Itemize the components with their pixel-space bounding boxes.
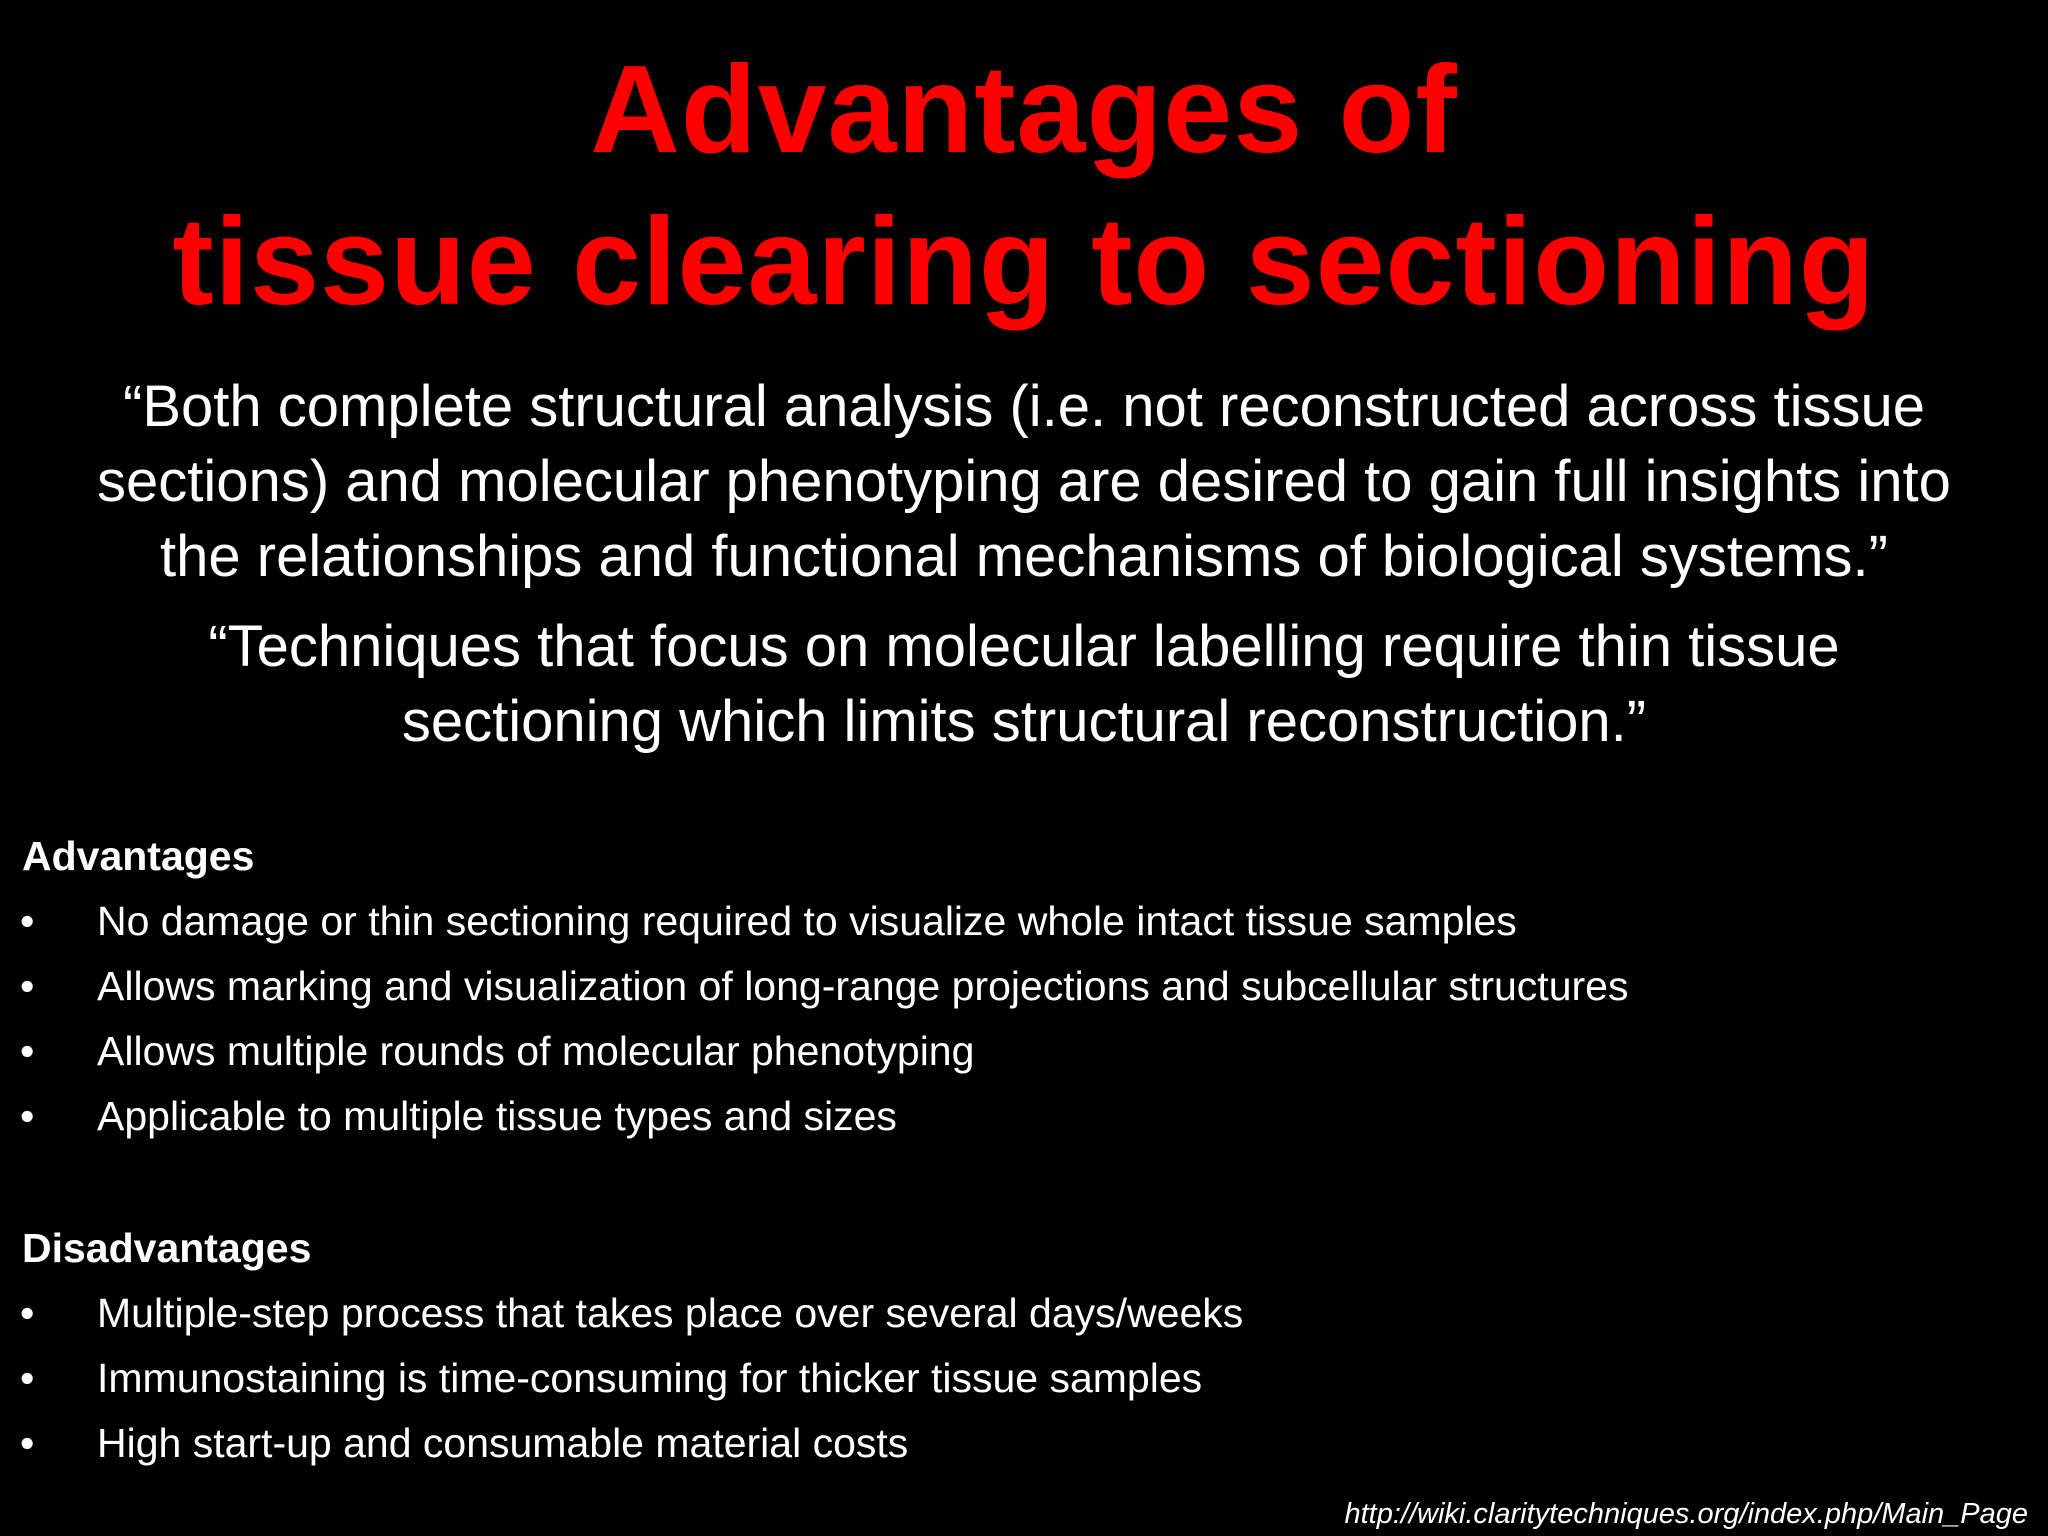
disadvantage-item-text: Multiple-step process that takes place over several days/weeks — [97, 1290, 1244, 1336]
advantage-item — [0, 963, 2000, 1014]
bullet-icon: • — [20, 1355, 35, 1401]
advantages-heading: Advantages — [22, 833, 255, 879]
bullet-icon: • — [20, 898, 35, 944]
disadvantage-item-text: Immunostaining is time-consuming for thicker tissue samples — [97, 1355, 1203, 1401]
quote-1-line-2: sections) and molecular phenotyping are desired to gain full insights into — [97, 449, 1951, 514]
quote-1-line-3: the relationships and functional mechanisms of biological systems.” — [160, 524, 1888, 589]
quote-1-line-1: “Both complete structural analysis (i.e. not reconstructed across tissue — [123, 374, 1925, 439]
slide-title-line-2: tissue clearing to sectioning — [172, 193, 1876, 331]
quote-2-line-2: sectioning which limits structural reconstruction.” — [401, 689, 1647, 754]
bullet-icon: • — [20, 1420, 35, 1466]
advantage-item — [0, 1028, 2000, 1079]
advantage-item — [0, 1093, 2000, 1144]
disadvantage-item — [0, 1355, 2000, 1406]
bullet-icon: • — [20, 1290, 35, 1336]
disadvantage-item-text: High start-up and consumable material costs — [97, 1420, 909, 1466]
quote-2-line-1: “Techniques that focus on molecular labelling require thin tissue — [208, 614, 1840, 679]
advantage-item-text: Applicable to multiple tissue types and sizes — [97, 1093, 897, 1139]
disadvantages-heading: Disadvantages — [22, 1225, 312, 1271]
source-url: http://wiki.claritytechniques.org/index.php/Main_Page — [1344, 1498, 2028, 1530]
advantage-item-text: No damage or thin sectioning required to visualize whole intact tissue samples — [97, 898, 1517, 944]
slide-title-line-1: Advantages of — [590, 41, 1458, 179]
disadvantage-item — [0, 1420, 2000, 1471]
advantage-item — [0, 898, 2000, 949]
advantage-item-text: Allows marking and visualization of long-range projections and subcellular structures — [97, 963, 1629, 1009]
bullet-icon: • — [20, 1093, 35, 1139]
advantage-item-text: Allows multiple rounds of molecular phenotyping — [97, 1028, 975, 1074]
bullet-icon: • — [20, 963, 35, 1009]
bullet-icon: • — [20, 1028, 35, 1074]
disadvantage-item — [0, 1290, 2000, 1341]
